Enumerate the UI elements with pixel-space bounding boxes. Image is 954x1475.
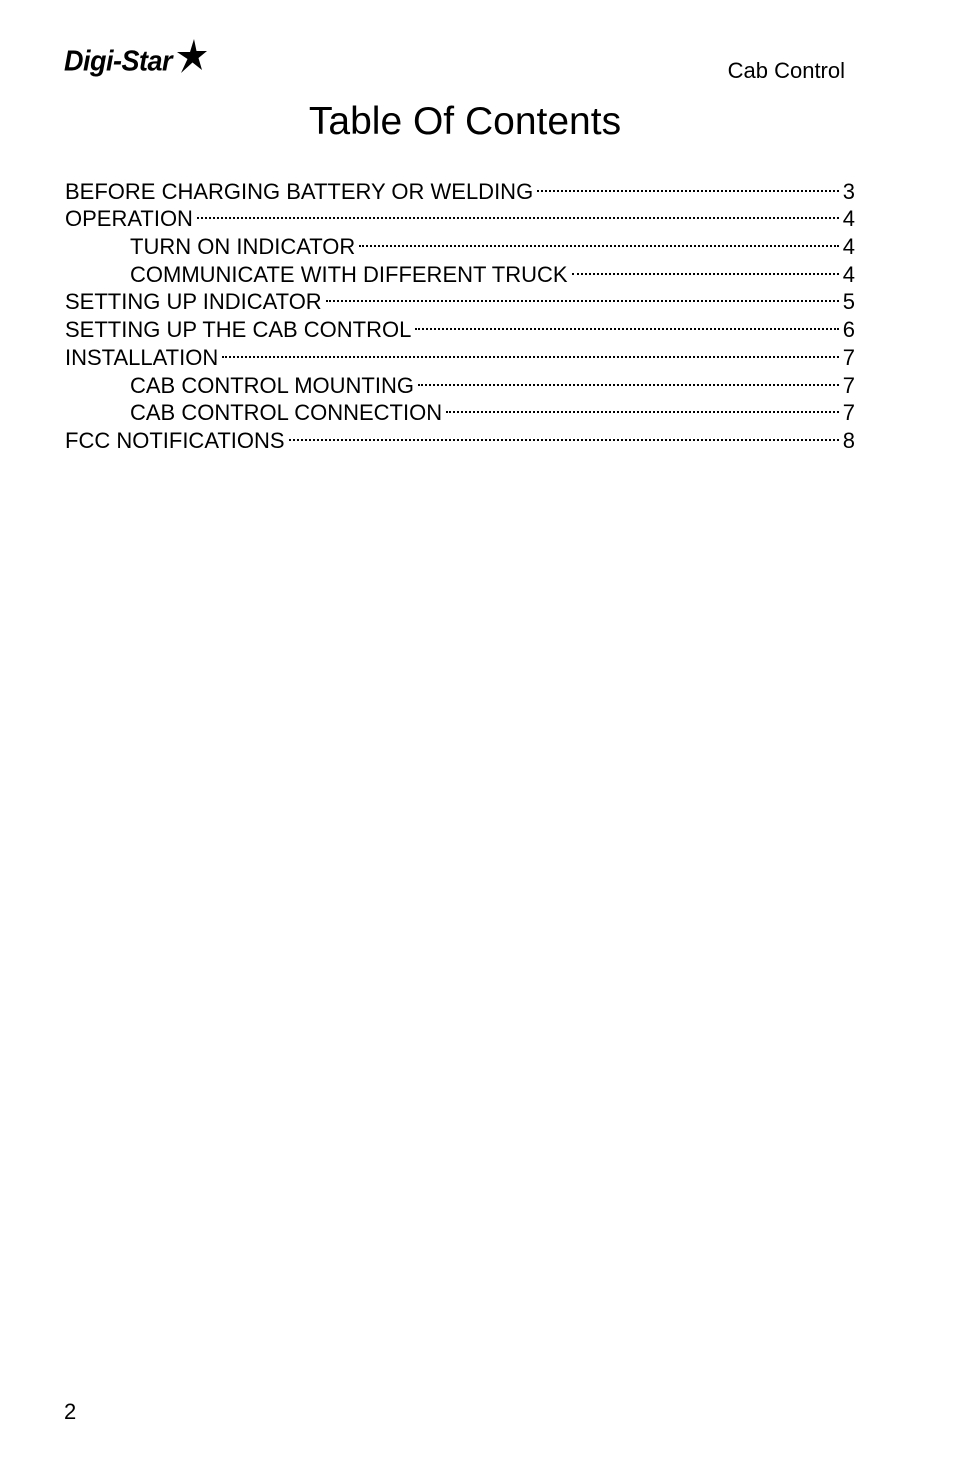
- toc-entry-label: CAB CONTROL MOUNTING: [130, 372, 414, 398]
- toc-entry-page: 7: [842, 372, 855, 398]
- toc-entry-page: 6: [842, 317, 855, 343]
- toc-entry-label: SETTING UP THE CAB CONTROL: [65, 317, 412, 343]
- toc-leader-dots: [572, 254, 839, 282]
- toc-leader-dots: [537, 171, 839, 199]
- toc-heading: Table Of Contents: [308, 100, 622, 143]
- toc-leader-dots: [289, 420, 839, 448]
- toc-entry-label: BEFORE CHARGING BATTERY OR WELDING: [65, 178, 534, 204]
- toc-leader-dots: [359, 226, 838, 254]
- toc-entry-label: TURN ON INDICATOR: [130, 234, 356, 260]
- toc-entry-label: COMMUNICATE WITH DIFFERENT TRUCK: [130, 261, 568, 287]
- toc-entry[interactable]: [65, 171, 855, 204]
- toc-entry-page: 3: [842, 178, 855, 204]
- toc-entry-page: 7: [842, 344, 855, 370]
- toc-entry-label: CAB CONTROL CONNECTION: [130, 400, 443, 426]
- toc-leader-dots: [326, 282, 839, 310]
- toc-leader-dots: [197, 199, 839, 227]
- star-icon: [168, 37, 208, 77]
- toc-leader-dots: [222, 337, 839, 365]
- toc-entry-page: 8: [842, 427, 855, 453]
- logo-text: Digi-Star: [64, 44, 173, 77]
- table-of-contents: [65, 171, 855, 453]
- toc-leader-dots: [446, 393, 839, 421]
- toc-leader-dots: [415, 309, 838, 337]
- toc-entry-label: OPERATION: [65, 206, 193, 232]
- toc-entry-page: 5: [842, 289, 855, 315]
- toc-entry-page: 4: [842, 234, 855, 260]
- document-title: Cab Control: [727, 58, 845, 83]
- toc-entry-label: INSTALLATION: [65, 344, 219, 370]
- toc-entry-label: SETTING UP INDICATOR: [65, 289, 322, 315]
- toc-entry-label: FCC NOTIFICATIONS: [65, 427, 285, 453]
- toc-entry-page: 7: [842, 400, 855, 426]
- toc-entry-page: 4: [842, 261, 855, 287]
- toc-entry-page: 4: [842, 206, 855, 232]
- digi-star-logo: [64, 40, 208, 82]
- page-number: 2: [64, 1399, 77, 1424]
- toc-leader-dots: [418, 365, 839, 393]
